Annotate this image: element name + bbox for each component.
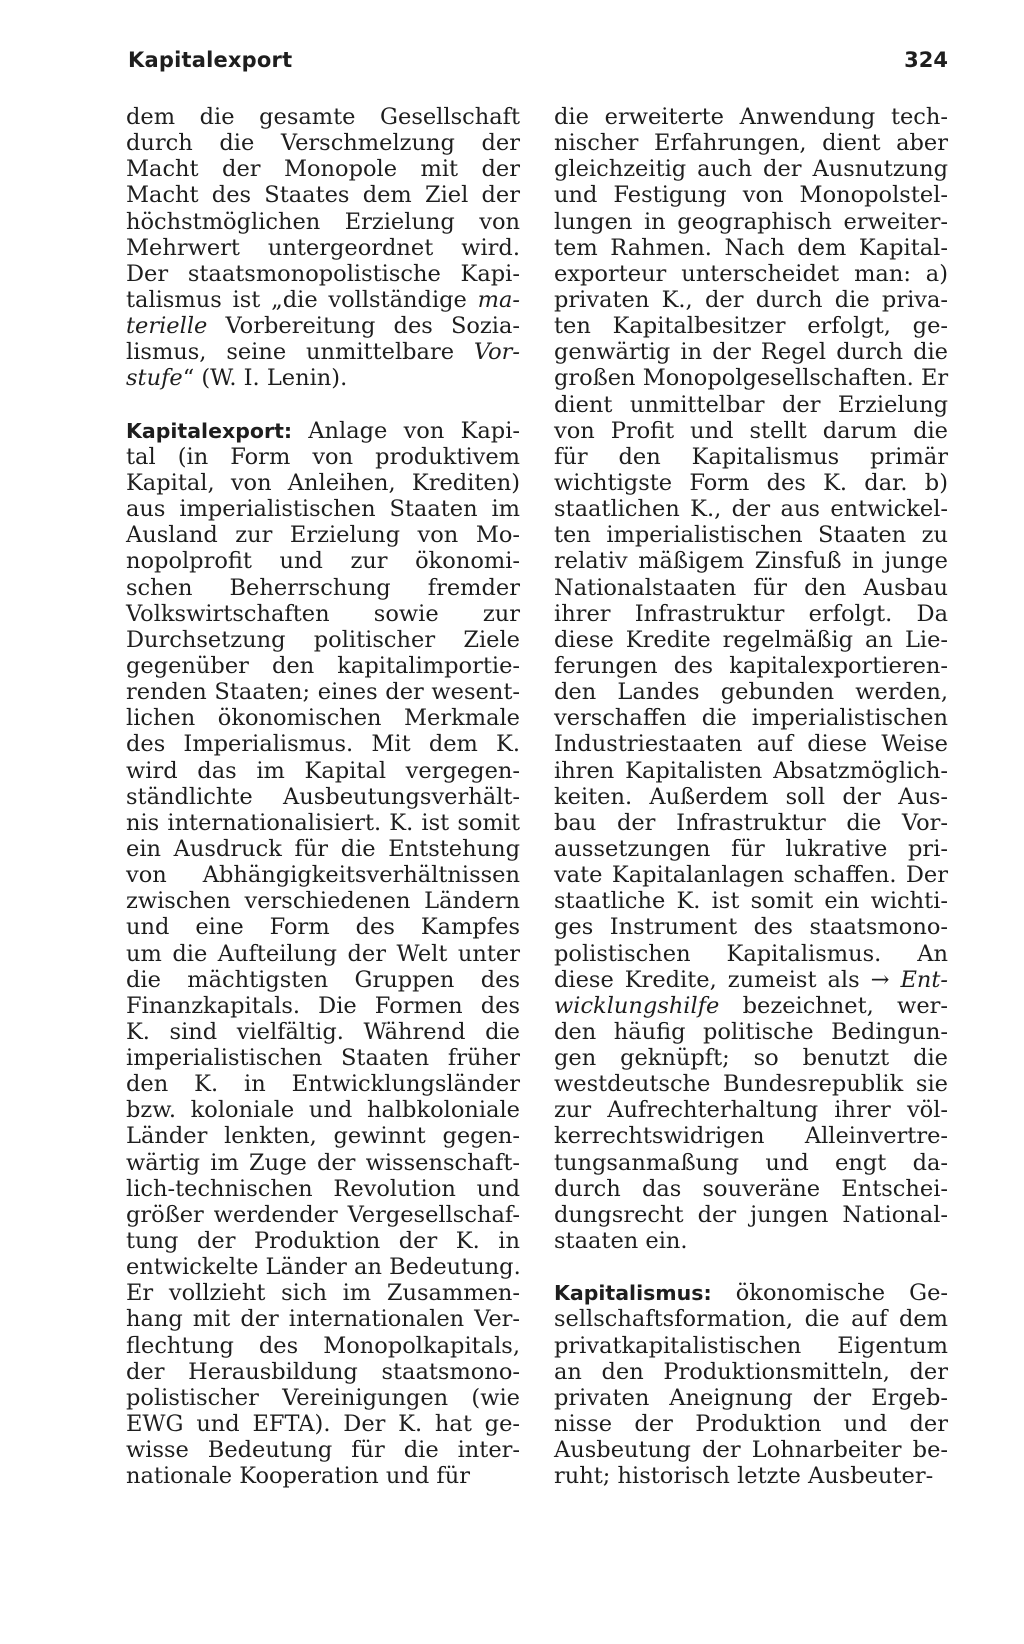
text-line: [554, 1437, 948, 1463]
text-line: [126, 1019, 520, 1045]
text-line: [126, 1333, 520, 1359]
text-line: [126, 1385, 520, 1411]
text-line: [126, 522, 520, 548]
left-text-column: [126, 104, 520, 1489]
text-line: [126, 182, 520, 208]
text-run: flechtung des Monopolkapitals,: [126, 1332, 520, 1359]
text-run: nisse der Produktion und der: [554, 1411, 948, 1438]
text-line: [554, 1045, 948, 1071]
text-run: lichen ökonomischen Merkmale: [126, 705, 520, 732]
text-run: aus imperialistischen Staaten im: [126, 496, 520, 523]
text-run: diese Kredite regelmäßig an Lie-: [554, 626, 948, 653]
text-run: keiten. Außerdem soll der Aus-: [554, 783, 948, 810]
text-run: exporteur unterscheidet man: a): [554, 260, 948, 287]
text-run: tungsanmaßung und engt da-: [554, 1149, 948, 1176]
text-run: relativ mäßigem Zinsfuß in junge: [554, 548, 948, 575]
text-line: [126, 1176, 520, 1202]
text-run: Ausland zur Erzielung von Mo-: [126, 522, 520, 549]
text-line: [554, 339, 948, 365]
text-run: schen Beherrschung fremder: [126, 574, 520, 601]
text-line: [554, 941, 948, 967]
text-line: [126, 575, 520, 601]
text-line: [554, 627, 948, 653]
text-run: talismus ist „die vollständige: [126, 286, 478, 313]
italic-run: Ent-: [900, 966, 948, 993]
italic-run: Vor-: [473, 339, 520, 366]
text-line: [554, 130, 948, 156]
text-run: kerrechtswidrigen Alleinvertre-: [554, 1123, 948, 1150]
text-run: EWG und EFTA). Der K. hat ge-: [126, 1411, 520, 1438]
text-run: durch die Verschmelzung der: [126, 130, 520, 157]
text-run: Macht der Monopole mit der: [126, 156, 520, 183]
text-run: Finanzkapitals. Die Formen des: [126, 992, 520, 1019]
text-run: ruht; historisch letzte Ausbeuter-: [554, 1463, 934, 1490]
text-run: ökonomische Ge-: [711, 1280, 948, 1307]
text-line: [554, 862, 948, 888]
text-run: größer werdender Vergesellschaf-: [126, 1201, 520, 1228]
text-run: dient unmittelbar der Erzielung: [554, 391, 948, 418]
text-line: [126, 1071, 520, 1097]
text-line: [554, 1411, 948, 1437]
text-line: [554, 993, 948, 1019]
text-run: staaten ein.: [554, 1228, 688, 1255]
text-run: die erweiterte Anwendung tech-: [554, 104, 948, 130]
text-run: Industriestaaten auf diese Weise: [554, 731, 948, 758]
text-run: nischer Erfahrungen, dient aber: [554, 130, 948, 157]
text-run: diese Kredite, zumeist als →: [554, 966, 901, 993]
text-line: [554, 235, 948, 261]
text-run: bzw. koloniale und halbkoloniale: [126, 1097, 520, 1124]
text-line: [126, 365, 520, 391]
text-line: [554, 1280, 948, 1306]
text-line: [554, 209, 948, 235]
text-run: Er vollzieht sich im Zusammen-: [126, 1280, 520, 1307]
text-run: ten Kapitalbesitzer erfolgt, ge-: [554, 313, 948, 340]
text-run: imperialistischen Staaten früher: [126, 1045, 520, 1072]
text-run: Ausbeutung der Lohnarbeiter be-: [554, 1437, 948, 1464]
text-line: [126, 548, 520, 574]
text-line: [554, 156, 948, 182]
text-run: sellschaftsformation, die auf dem: [554, 1306, 948, 1333]
page-number: 324: [904, 48, 948, 72]
text-line: [126, 1437, 520, 1463]
running-head: Kapitalexport: [128, 48, 293, 72]
text-line: [126, 653, 520, 679]
text-run: bau der Infrastruktur die Vor-: [554, 809, 948, 836]
text-run: tem Rahmen. Nach dem Kapital-: [554, 234, 948, 261]
text-run: renden Staaten; eines der wesent-: [126, 679, 520, 706]
text-line: [126, 418, 520, 444]
text-run: und eine Form des Kampfes: [126, 914, 520, 941]
text-line: [126, 261, 520, 287]
text-line: [554, 1333, 948, 1359]
text-line: [554, 1306, 948, 1332]
text-run: dem die gesamte Gesellschaft: [126, 104, 520, 130]
text-run: wichtigste Form des K. dar. b): [554, 469, 948, 496]
text-line: [554, 1150, 948, 1176]
text-line: [126, 758, 520, 784]
text-line: [126, 339, 520, 365]
text-run: den Landes gebunden werden,: [554, 679, 948, 706]
text-line: [554, 1071, 948, 1097]
text-run: den häufig politische Bedingun-: [554, 1018, 948, 1045]
text-run: ferungen des kapitalexportieren-: [554, 652, 948, 679]
text-line: [126, 1228, 520, 1254]
text-run: nis internationalisiert. K. ist somit: [126, 809, 520, 836]
text-line: [126, 130, 520, 156]
text-line: [554, 313, 948, 339]
italic-run: stufe: [126, 365, 183, 392]
text-run: K. sind vielfältig. Während die: [126, 1018, 520, 1045]
text-line: [554, 1359, 948, 1385]
text-line: [126, 1359, 520, 1385]
text-line: [554, 731, 948, 757]
text-run: wird das im Kapital vergegen-: [126, 757, 520, 784]
text-run: Durchsetzung politischer Ziele: [126, 626, 520, 653]
text-line: [126, 888, 520, 914]
text-run: tal (in Form von produktivem: [126, 443, 520, 470]
text-run: der Herausbildung staatsmono-: [126, 1358, 520, 1385]
entry-keyword: Kapitalexport:: [126, 418, 293, 443]
text-line: [554, 1019, 948, 1045]
text-line: [126, 1254, 520, 1280]
text-line: [554, 575, 948, 601]
text-line: [554, 967, 948, 993]
text-run: polistischen Kapitalismus. An: [554, 940, 948, 967]
text-line: [554, 758, 948, 784]
text-run: ges Instrument des staatsmono-: [554, 914, 948, 941]
text-run: staatlichen K., der aus entwickel-: [554, 496, 948, 523]
text-run: zwischen verschiedenen Ländern: [126, 888, 520, 915]
text-line: [554, 104, 948, 130]
text-run: Länder lenkten, gewinnt gegen-: [126, 1123, 520, 1150]
text-run: gen geknüpft; so benutzt die: [554, 1045, 948, 1072]
text-run: Volkswirtschaften sowie zur: [126, 600, 520, 627]
text-line: [554, 784, 948, 810]
text-run: aussetzungen für lukrative pri-: [554, 835, 948, 862]
entry-keyword: Kapitalismus:: [554, 1281, 712, 1306]
text-line: [554, 601, 948, 627]
text-run: den K. in Entwicklungsländer: [126, 1071, 520, 1098]
text-line: [126, 1280, 520, 1306]
text-run: nopolprofit und zur ökonomi-: [126, 548, 520, 575]
italic-run: ma-: [477, 286, 520, 313]
text-line: [126, 1097, 520, 1123]
text-run: wisse Bedeutung für die inter-: [126, 1437, 520, 1464]
text-run: von Abhängigkeitsverhältnissen: [126, 862, 520, 889]
text-line: [126, 784, 520, 810]
text-line: [126, 1123, 520, 1149]
text-run: ten imperialistischen Staaten zu: [554, 522, 948, 549]
text-run: Kapital, von Anleihen, Krediten): [126, 469, 520, 496]
text-run: “ (W. I. Lenin).: [182, 365, 348, 392]
text-line: [126, 862, 520, 888]
page-header: [128, 48, 948, 84]
text-run: um die Aufteilung der Welt unter: [126, 940, 520, 967]
text-line: [554, 836, 948, 862]
text-line: [126, 731, 520, 757]
text-line: [126, 967, 520, 993]
italic-run: wicklungshilfe: [554, 992, 720, 1019]
text-line: [126, 287, 520, 313]
text-line: [554, 287, 948, 313]
text-line: [126, 1150, 520, 1176]
text-run: privatkapitalistischen Eigentum: [554, 1332, 948, 1359]
text-line: [554, 496, 948, 522]
text-line: [554, 548, 948, 574]
text-run: lich-technischen Revolution und: [126, 1175, 520, 1202]
text-line: [554, 1202, 948, 1228]
text-line: [126, 313, 520, 339]
text-line: [126, 1306, 520, 1332]
text-run: ihrer Infrastruktur erfolgt. Da: [554, 600, 948, 627]
text-line: [126, 235, 520, 261]
text-line: [126, 679, 520, 705]
text-run: wärtig im Zuge der wissenschaft-: [126, 1149, 520, 1176]
text-line: [126, 156, 520, 182]
text-run: dungsrecht der jungen National-: [554, 1201, 948, 1228]
text-run: bezeichnet, wer-: [719, 992, 948, 1019]
paragraph-gap: [126, 392, 520, 418]
text-line: [554, 1123, 948, 1149]
text-line: [554, 261, 948, 287]
text-run: lungen in geographisch erweiter-: [554, 208, 948, 235]
text-run: des Imperialismus. Mit dem K.: [126, 731, 520, 758]
text-run: an den Produktionsmitteln, der: [554, 1358, 948, 1385]
text-line: [554, 365, 948, 391]
text-line: [554, 914, 948, 940]
text-run: entwickelte Länder an Bedeutung.: [126, 1254, 521, 1281]
paragraph-gap: [554, 1254, 948, 1280]
text-line: [126, 1045, 520, 1071]
text-line: [554, 444, 948, 470]
text-line: [126, 444, 520, 470]
text-line: [554, 679, 948, 705]
text-line: [126, 941, 520, 967]
text-line: [554, 470, 948, 496]
text-line: [554, 653, 948, 679]
text-line: [126, 601, 520, 627]
text-line: [554, 1463, 948, 1489]
text-run: Anlage von Kapi-: [292, 417, 520, 444]
text-run: ihren Kapitalisten Absatzmöglich-: [554, 757, 948, 784]
text-run: privaten Aneignung der Ergeb-: [554, 1384, 948, 1411]
text-line: [126, 470, 520, 496]
text-run: Nationalstaaten für den Ausbau: [554, 574, 948, 601]
text-line: [126, 1463, 520, 1489]
text-run: Mehrwert untergeordnet wird.: [126, 234, 520, 261]
text-run: westdeutsche Bundesrepublik sie: [554, 1071, 948, 1098]
text-run: gleichzeitig auch der Ausnutzung: [554, 156, 948, 183]
text-line: [554, 418, 948, 444]
text-run: verschaffen die imperialistischen: [554, 705, 948, 732]
text-run: tung der Produktion der K. in: [126, 1228, 520, 1255]
text-run: nationale Kooperation und für: [126, 1463, 470, 1490]
text-line: [126, 914, 520, 940]
text-run: hang mit der internationalen Ver-: [126, 1306, 520, 1333]
text-line: [126, 1411, 520, 1437]
text-run: staatliche K. ist somit ein wichti-: [554, 888, 948, 915]
text-run: höchstmöglichen Erzielung von: [126, 208, 520, 235]
text-run: und Festigung von Monopolstel-: [554, 182, 948, 209]
italic-run: terielle: [126, 313, 208, 340]
text-line: [126, 496, 520, 522]
text-run: durch das souveräne Entschei-: [554, 1175, 948, 1202]
text-line: [554, 810, 948, 836]
text-line: [554, 1228, 948, 1254]
text-line: [554, 522, 948, 548]
text-line: [554, 705, 948, 731]
text-line: [126, 104, 520, 130]
text-run: großen Monopolgesellschaften. Er: [554, 365, 949, 392]
text-run: für den Kapitalismus primär: [554, 443, 948, 470]
text-line: [554, 392, 948, 418]
text-run: Vorbereitung des Sozia-: [207, 313, 520, 340]
text-run: gegenüber den kapitalimportie-: [126, 652, 520, 679]
text-line: [126, 627, 520, 653]
text-line: [554, 182, 948, 208]
text-run: genwärtig in der Regel durch die: [554, 339, 948, 366]
text-line: [554, 1097, 948, 1123]
text-run: die mächtigsten Gruppen des: [126, 966, 520, 993]
text-run: privaten K., der durch die priva-: [554, 286, 948, 313]
text-run: lismus, seine unmittelbare: [126, 339, 474, 366]
text-line: [126, 705, 520, 731]
text-line: [126, 993, 520, 1019]
text-run: von Profit und stellt darum die: [554, 417, 948, 444]
text-line: [126, 209, 520, 235]
text-line: [126, 836, 520, 862]
text-line: [554, 888, 948, 914]
text-line: [126, 1202, 520, 1228]
text-line: [126, 810, 520, 836]
text-run: Der staatsmonopolistische Kapi-: [126, 260, 520, 287]
text-run: Macht des Staates dem Ziel der: [126, 182, 520, 209]
text-run: ein Ausdruck für die Entstehung: [126, 835, 520, 862]
right-text-column: [554, 104, 948, 1489]
text-run: zur Aufrechterhaltung ihrer völ-: [554, 1097, 948, 1124]
text-line: [554, 1176, 948, 1202]
text-line: [554, 1385, 948, 1411]
text-run: polistischer Vereinigungen (wie: [126, 1384, 520, 1411]
text-run: vate Kapitalanlagen schaffen. Der: [554, 862, 948, 889]
text-run: ständlichte Ausbeutungsverhält-: [126, 783, 520, 810]
